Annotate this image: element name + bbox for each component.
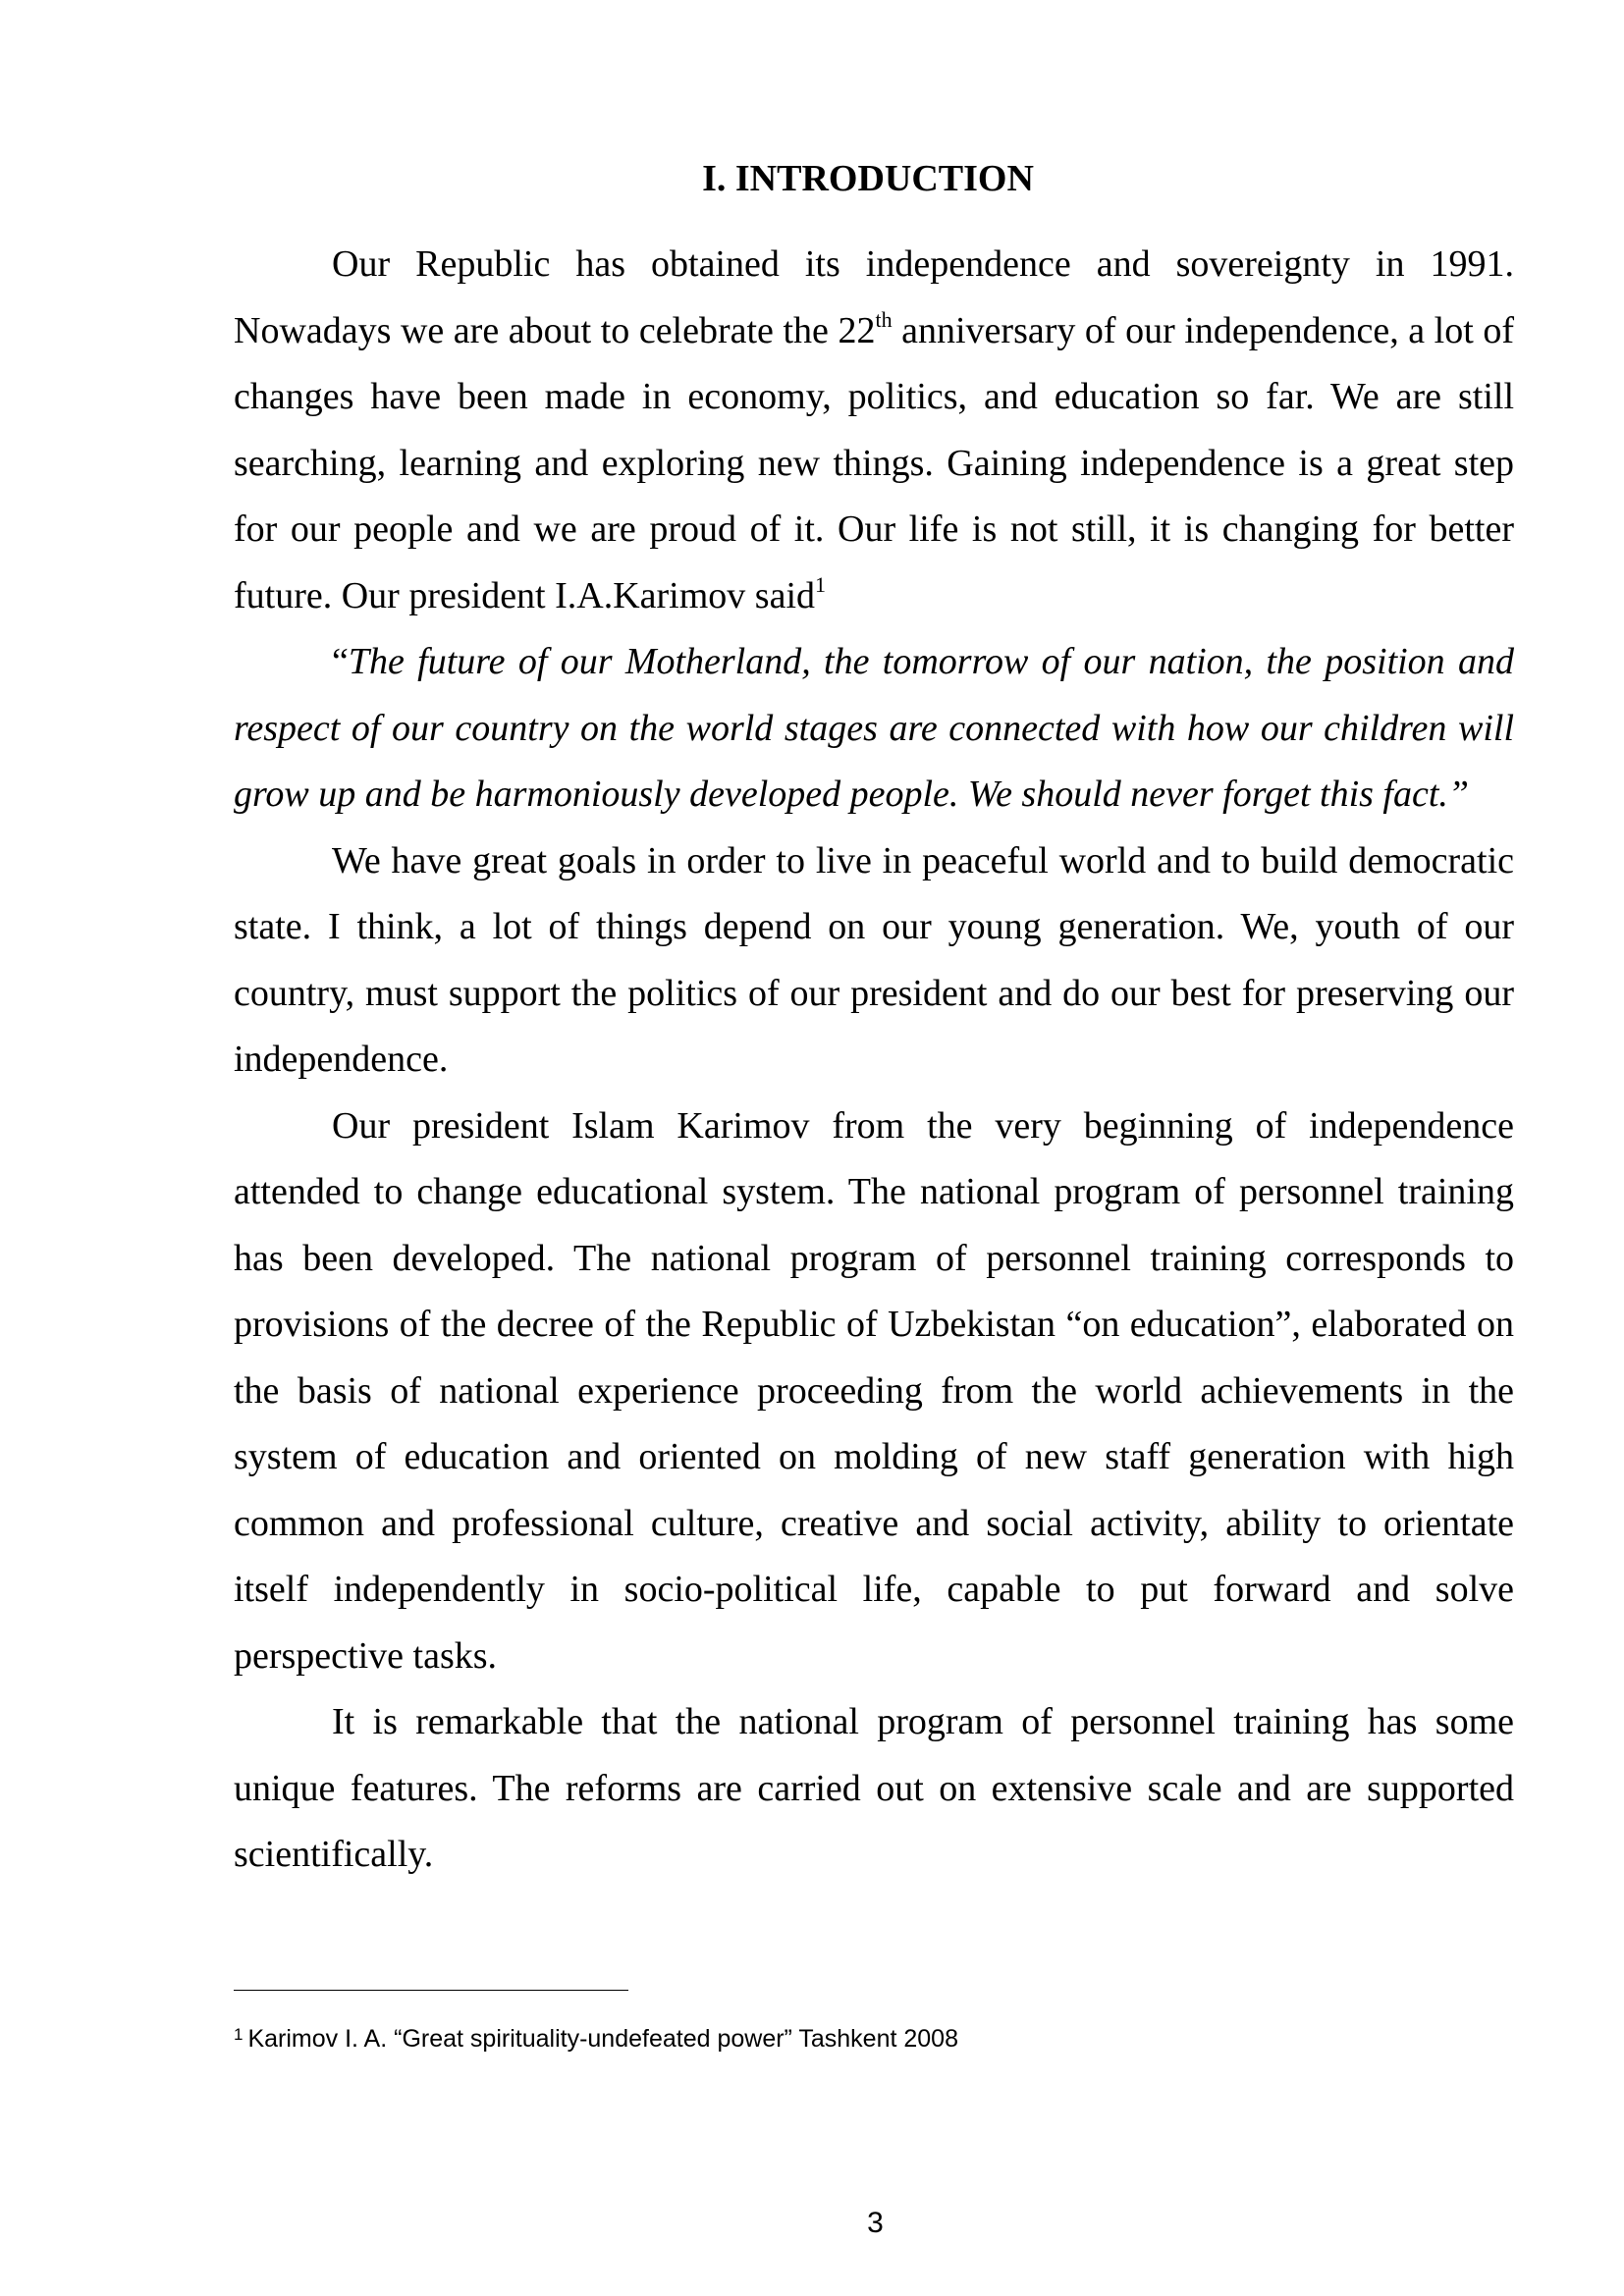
paragraph-education-reform: Our president Islam Karimov from the very beginning of independence attended to change educational system. The national program of personnel training has been developed. The national program of personnel training corresponds to provisions of the decree of the Republic of Uzbekistan “on education”, elaborated on the basis of national experience proceeding from the world achievements in the system of education and oriented on molding of new staff generation with high common and professional culture, creative and social activity, ability to orientate itself independently in socio-political life, capable to put forward and solve perspective tasks. [234,1104,1514,1677]
paragraph-text: Our Republic has obtained its independence and sovereignty in 1991. Nowadays we are about to celebrate the 22 [234,243,1514,351]
body-text [234,232,1514,1889]
paragraph-quote [234,629,1514,828]
footnote-text: Karimov I. A. “Great spirituality-undefeated power” Tashkent 2008 [247,2025,958,2053]
footnote [234,2022,1514,2056]
footnote-marker: 1 [234,2025,244,2044]
section-heading: I. INTRODUCTION [702,158,1034,199]
page-number: 3 [867,2207,884,2239]
footnote-separator [234,1990,628,1991]
quote-text: The future of our Motherland, the tomorrow of our nation, the position and respect of our country on the world stages are connected with how our children will grow up and be harmoniously developed people. We should never forget this fact.” [234,641,1514,815]
paragraph-program-features: It is remarkable that the national program of personnel training has some unique features. The reforms are carried out on extensive scale and are supported scientifically. [234,1701,1514,1875]
paragraph-text: anniversary of our independence, a lot of changes have been made in economy, politics, and education so far. We are still searching, learning and exploring new things. Gaining independence is a great step for our people and we are proud of it. Our life is not still, it is changing for better future. Our president I.A.Karimov said [234,309,1514,616]
ordinal-suffix: th [875,306,893,332]
footnote-reference[interactable]: 1 [815,571,827,597]
paragraph-independence [234,232,1514,629]
paragraph-goals: We have great goals in order to live in peaceful world and to build democratic state. I think, a lot of things depend on our young generation. We, youth of our country, must support the politics of our president and do our best for preserving our independence. [234,839,1514,1080]
quote-open-mark: “ [332,641,349,682]
